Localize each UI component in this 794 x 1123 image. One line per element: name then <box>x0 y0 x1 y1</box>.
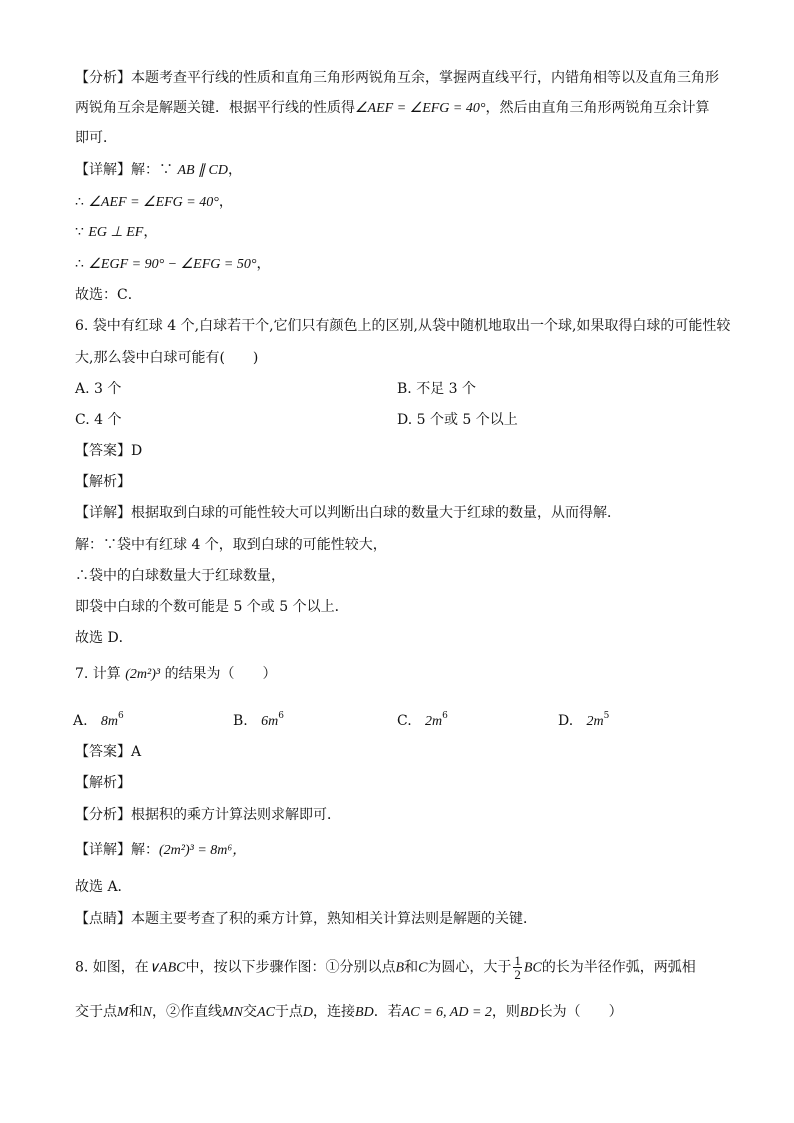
q7-detail <box>75 840 246 861</box>
q7-stem <box>75 664 277 685</box>
label: D. <box>558 713 574 729</box>
text: 8. 如图，在 <box>75 959 149 976</box>
q7-option-c <box>397 706 448 732</box>
q6-answer: 【答案】D <box>75 443 143 459</box>
point-c: C <box>418 960 428 976</box>
q6-detail-3: ∴袋中的白球数量大于红球数量， <box>75 568 285 584</box>
label: C. <box>397 713 412 729</box>
point-n: N <box>142 1005 153 1020</box>
exp: 5 <box>603 711 610 721</box>
q8-stem-1 <box>75 954 696 981</box>
text: 于点 <box>274 1004 303 1020</box>
text: ， <box>218 194 233 210</box>
math-egf: ∠EGF = 90° − ∠EFG = 50° <box>88 257 257 272</box>
segment-bc: BC <box>523 960 542 976</box>
text: 的长为半径作弧，两弧相 <box>541 959 696 976</box>
detail-line-3 <box>75 222 157 243</box>
exp: 6 <box>442 711 448 721</box>
text: 交于点 <box>75 1004 117 1020</box>
text: 两锐角互余是解题关键．根据平行线的性质得 <box>75 100 355 116</box>
exp: 6 <box>278 711 284 721</box>
text: 和 <box>404 959 419 976</box>
text: 【详解】解： <box>75 842 159 858</box>
q8-stem-2 <box>75 1002 623 1023</box>
text: ．若 <box>373 1004 402 1020</box>
text: ，②作直线 <box>152 1004 223 1020</box>
point-d: D <box>302 1005 314 1020</box>
line-mn: MN <box>222 1005 244 1020</box>
text: ， <box>143 224 158 240</box>
q7-option-b <box>233 706 284 732</box>
value: 6m <box>261 714 279 729</box>
math-perp: EG ⊥ EF <box>88 225 144 240</box>
text: 交 <box>243 1004 258 1020</box>
text: ，连接 <box>313 1004 356 1020</box>
detail-line-1 <box>75 160 242 181</box>
q7-option-a <box>73 706 124 732</box>
q7-option-d <box>558 706 609 732</box>
given-lengths: AC = 6, AD = 2 <box>401 1005 492 1020</box>
q6-option-d: D. 5 个或 5 个以上 <box>397 412 518 428</box>
q6-option-a: A. 3 个 <box>75 381 122 397</box>
denominator: 2 <box>514 967 521 982</box>
q6-detail-2: 解：∵袋中有红球 4 个，取到白球的可能性较大， <box>75 537 387 553</box>
analysis-line-2 <box>75 98 709 119</box>
q6-detail-5: 故选 D． <box>75 630 133 646</box>
q6-option-c: C. 4 个 <box>75 412 122 428</box>
math-parallel: AB ∥ CD <box>177 163 229 178</box>
math-solution: (2m²)³ = 8m⁶， <box>159 843 247 858</box>
q7-answer: 【答案】A <box>75 744 142 760</box>
text: ∴ <box>75 256 89 272</box>
text: 为圆心，大于 <box>427 959 512 976</box>
math-triangle: ∨ABC <box>148 960 186 976</box>
numerator: 1 <box>514 953 521 968</box>
text: 7. 计算 <box>75 666 121 682</box>
q7-note: 【点睛】本题主要考查了积的乘方计算，熟知相关计算法则是解题的关键． <box>75 911 537 927</box>
label: A. <box>73 713 88 729</box>
q6-detail-4: 即袋中白球的个数可能是 5 个或 5 个以上． <box>75 599 349 615</box>
text: 中，按以下步骤作图：①分别以点 <box>185 959 396 976</box>
label: B. <box>233 713 248 729</box>
fraction-half <box>513 954 522 981</box>
text: ，则 <box>491 1004 520 1020</box>
q6-option-b: B. 不足 3 个 <box>397 381 476 397</box>
q6-stem-1: 6. 袋中有红球 4 个,白球若干个,它们只有颜色上的区别,从袋中随机地取出一个球,如果取得白球的可能性较 <box>75 318 731 334</box>
value: 8m <box>100 714 119 729</box>
text: 【详解】解：∵ <box>75 162 178 178</box>
text: ∵ <box>75 224 89 240</box>
text: ， <box>228 162 243 178</box>
math-angle-eq-2: ∠AEF = ∠EFG = 40° <box>88 195 219 210</box>
detail-line-4 <box>75 254 270 275</box>
detail-line-2 <box>75 192 233 213</box>
q6-detail-1: 【详解】根据取到白球的可能性较大可以判断出白球的数量大于红球的数量，从而得解． <box>75 505 621 521</box>
q7-analysis-header: 【解析】 <box>75 775 131 791</box>
text: 长为（ ） <box>538 1004 623 1020</box>
segment-bd: BD <box>355 1005 374 1020</box>
math-expression: (2m²)³ <box>125 667 161 682</box>
value: 2m <box>586 714 604 729</box>
point-m: M <box>117 1005 129 1020</box>
point-b: B <box>395 960 405 976</box>
math-angle-eq: ∠AEF = ∠EFG = 40° <box>355 101 486 116</box>
q6-analysis-header: 【解析】 <box>75 474 131 490</box>
q7-choice: 故选 A． <box>75 879 132 895</box>
text: ， <box>256 256 271 272</box>
text: 的结果为（ ） <box>164 666 277 682</box>
q7-analysis: 【分析】根据积的乘方计算法则求解即可． <box>75 807 341 823</box>
text: 和 <box>128 1004 143 1020</box>
choice-line: 故选：C． <box>75 287 142 303</box>
text: ，然后由直角三角形两锐角互余计算 <box>485 100 710 116</box>
q6-stem-2: 大,那么袋中白球可能有( ) <box>75 350 259 366</box>
analysis-line-3: 即可． <box>75 130 117 146</box>
analysis-line-1: 【分析】本题考查平行线的性质和直角三角形两锐角互余，掌握两直线平行，内错角相等以及直角三角形 <box>75 70 719 86</box>
exp: 6 <box>118 711 124 721</box>
text: ∴ <box>75 194 89 210</box>
value: 2m <box>425 714 443 729</box>
segment-bd-2: BD <box>519 1005 539 1020</box>
segment-ac: AC <box>257 1005 275 1020</box>
